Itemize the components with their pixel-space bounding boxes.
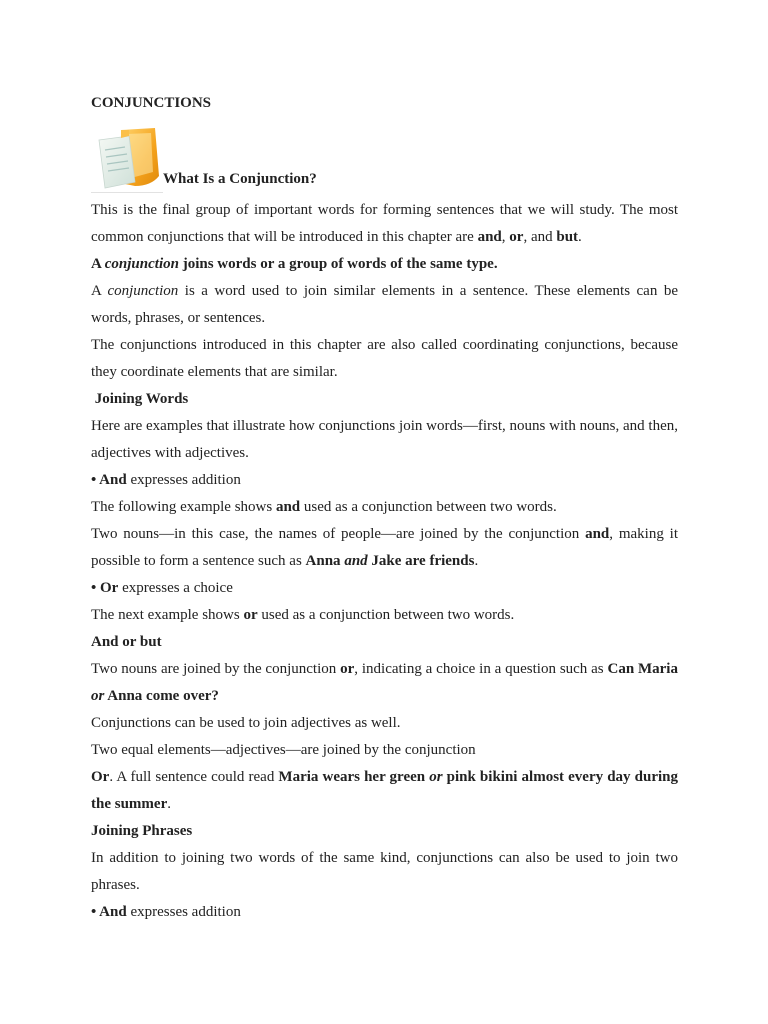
document-body <box>91 93 678 926</box>
paragraph-or-example: The next example shows or used as a conjunction between two words. <box>91 607 515 623</box>
bullet-or-choice: • Or expresses a choice <box>91 580 233 596</box>
paragraph-phrases: In addition to joining two words of the same kind, conjunctions can also be used to join two phrases. <box>91 850 678 893</box>
paragraph-two-nouns: Two nouns—in this case, the names of people—are joined by the conjunction and, making it possible to form a sentence such as Anna and Jake are friends. <box>91 526 678 569</box>
paragraph-and-example: The following example shows and used as a conjunction between two words. <box>91 499 557 515</box>
heading-joining-words: Joining Words <box>91 391 189 407</box>
document-folder-icon <box>91 126 163 193</box>
paragraph-definition: A conjunction is a word used to join similar elements in a sentence. These elements can be words, phrases, or sentences. <box>91 283 678 326</box>
bullet-and-addition: • And expresses addition <box>91 472 241 488</box>
paragraph-equal-elements: Two equal elements—adjectives—are joined by the conjunction <box>91 742 476 758</box>
paragraph-intro: This is the final group of important words for forming sentences that we will study. The most common conjunctions that will be introduced in this chapter are and, or, and but. <box>91 202 678 245</box>
definition-bold: A conjunction joins words or a group of words of the same type. <box>91 256 498 272</box>
page-title: CONJUNCTIONS <box>91 95 212 111</box>
paragraph-nouns-or: Two nouns are joined by the conjunction or, indicating a choice in a question such as Can Maria or Anna come over? <box>91 661 678 704</box>
paragraph-adjectives: Conjunctions can be used to join adjectives as well. <box>91 715 401 731</box>
heading-with-icon <box>91 127 678 193</box>
paragraph-examples: Here are examples that illustrate how conjunctions join words—first, nouns with nouns, and then, adjectives with adjectives. <box>91 418 678 461</box>
paragraph-coordinating: The conjunctions introduced in this chapter are also called coordinating conjunctions, because they coordinate elements that are similar. <box>91 337 678 380</box>
heading-and-or-but: And or but <box>91 634 162 650</box>
heading-what-is-a-conjunction: What Is a Conjunction? <box>163 171 317 187</box>
heading-joining-phrases: Joining Phrases <box>91 823 193 839</box>
bullet-and-addition-2: • And expresses addition <box>91 904 241 920</box>
paragraph-full-sentence: Or. A full sentence could read Maria wears her green or pink bikini almost every day during the summer. <box>91 769 678 812</box>
